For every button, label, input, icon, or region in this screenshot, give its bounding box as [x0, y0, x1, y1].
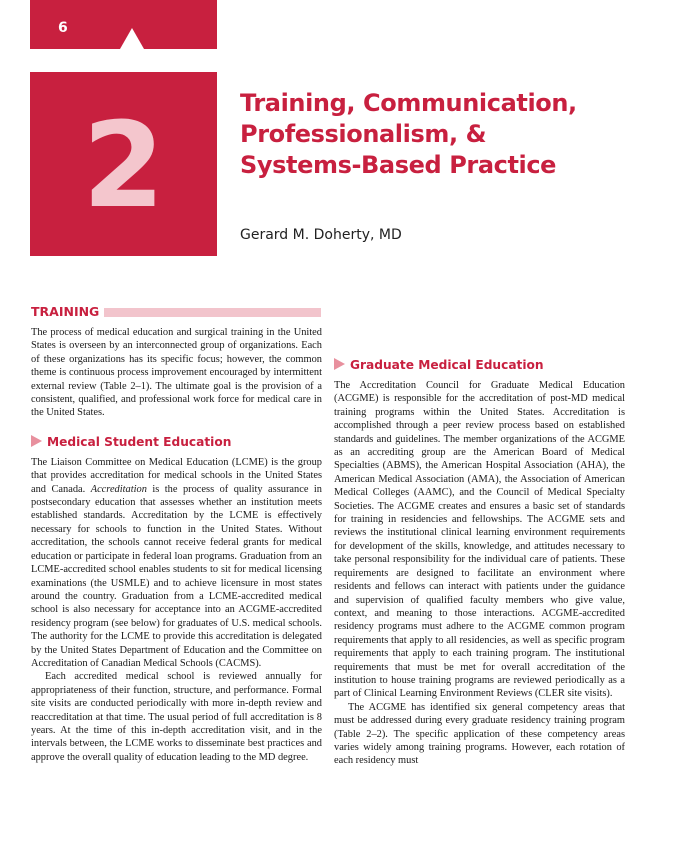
chapter-title-line: Training, Communication,	[240, 89, 577, 117]
medical-student-paragraph-1	[31, 456, 322, 671]
page-number-tab	[30, 0, 217, 49]
subsection-heading-graduate-medical-education	[334, 357, 625, 373]
tab-notch	[120, 28, 144, 49]
graduate-paragraph-2: The ACGME has identified six general competency areas that must be addressed during every graduate residency training program (Table 2–2). The specific application of these competency areas varies widely among training programs. However, each rotation of each residency must	[334, 701, 625, 767]
section-heading-training	[31, 303, 322, 320]
text-column-left	[31, 303, 322, 764]
chapter-title-line: Professionalism, &	[240, 120, 487, 148]
triangle-bullet-icon	[31, 435, 42, 447]
subsection-heading-text: Graduate Medical Education	[350, 358, 544, 372]
emphasized-term: Accreditation	[90, 483, 147, 495]
paragraph-text: The Liaison Committee on Medical Education (LCME) is the group that provides accreditation for medical schools in the United States and Canada.	[31, 456, 322, 495]
page-number: 6	[58, 20, 68, 36]
subsection-heading-text: Medical Student Education	[47, 434, 232, 449]
section-heading-text: TRAINING	[31, 303, 104, 320]
chapter-number: 2	[82, 96, 165, 234]
text-column-right	[334, 303, 625, 768]
graduate-paragraph-1: The Accreditation Council for Graduate Medical Education (ACGME) is responsible for the accreditation of post-MD medical training programs within the United States. Accreditation is accomplished through a peer review process based on established standards and guidelines. The member organizations of the ACGME as an accrediting group are the American Board of Medical Specialties (ABMS), the American Hospital Association (AHA), the American Medical Association (AMA), the Association of American Medical Colleges (AAMC), and the Council of Medical Specialty Societies. The ACGME creates and ensures a basic set of standards for training in residencies and fellowships. The ACGME sets and reviews the institutional clinical learning environment requirements for development of the skills, knowledge, and attitudes necessary to take personal responsibility for the individual care of patients. These requirements are designed to facilitate an environment where residents and fellows can interact with patients under the guidance and supervision of qualified faculty members who give value, context, and meaning to those interactions. ACGME-accredited residency programs must adhere to the ACGME common program requirements that apply to all residencies, as well as specific program requirements that apply to each training program. The institutional requirements that must be met for overall accreditation of the institution to house training programs are reviewed periodically as a part of Clinical Learning Environment Reviews (CLER site visits).	[334, 380, 625, 700]
triangle-bullet-icon	[334, 358, 345, 370]
chapter-number-block	[30, 72, 217, 256]
paragraph-text: is the process of quality assurance in postsecondary education that assesses whether an institution meets established standards. Accreditation by the LCME is effectively necessary for schools to function in the United States. Without accreditation, the schools cannot receive federal grants for medical education or participate in federal loan programs. Graduation from an LCME-accredited school enables students to sit for medical licensing examinations (the USMLE) and to achieve licensure in most states around the country. Graduation from a LCME-accredited medical school is also necessary for acceptance into an ACGME-accredited residency program (see below) for graduates of U.S. medical schools. The authority for the LCME to provide this accreditation is delegated by the United States Department of Education and the Committee on Accreditation of Canadian Medical Schools (CACMS).	[31, 483, 323, 669]
subsection-heading-medical-student-education	[31, 434, 322, 450]
medical-student-paragraph-2: Each accredited medical school is reviewed annually for appropriateness of their function, structure, and performance. Formal site visits are conducted periodically with more in-depth review and reaccreditation at that time. The usual period of full accreditation is 8 years. At the time of this in-depth accreditation visit, and in the intervals between, the LCME works to disseminate best practices and approve the overall quality of education leading to the MD degree.	[31, 671, 322, 763]
chapter-author: Gerard M. Doherty, MD	[240, 227, 402, 243]
training-paragraph: The process of medical education and surgical training in the United States is overseen by an interconnected group of organizations. Each of these organizations has its specific focus; however, the common theme is continuous process improvement encouraged by intermittent external review (Table 2–1). The ultimate goal is the provision of a consistent, qualified, and professional work force for medical care in the United States.	[31, 327, 322, 419]
chapter-title	[240, 88, 577, 181]
chapter-title-line: Systems-Based Practice	[240, 151, 557, 179]
